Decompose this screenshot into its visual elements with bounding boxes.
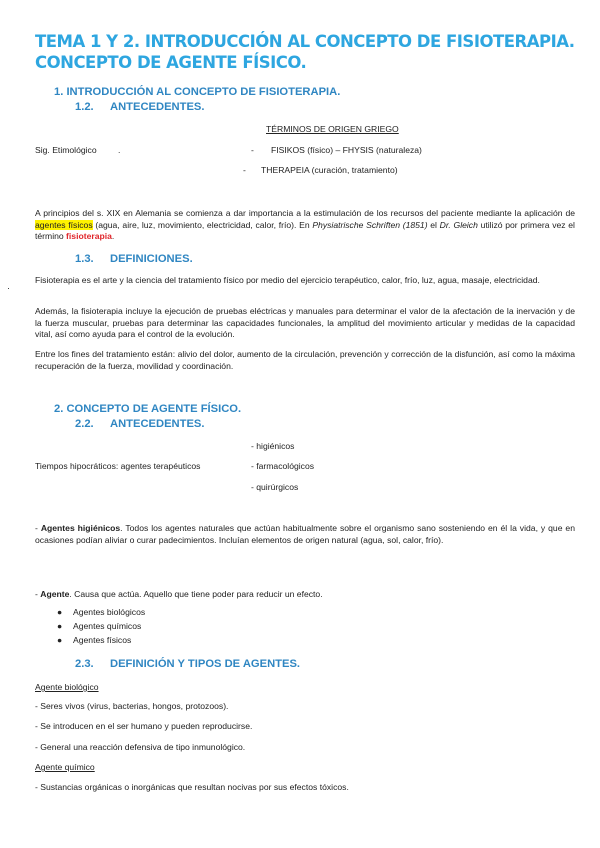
bullet-item-3: Agentes físicos [73, 635, 132, 645]
agente-biologico-heading: Agente biológico [35, 682, 99, 692]
origen-item-1-dash: - [251, 145, 254, 155]
bullet-item-2: Agentes químicos [73, 621, 142, 631]
quimico-item-1: - Sustancias orgánicas o inorgánicas que resultan nocivas por sus efectos tóxicos. [35, 782, 349, 792]
subsection-1-3-title: DEFINICIONES. [110, 253, 193, 265]
origen-item-1: FISIKOS (físico) – FHYSIS (naturaleza) [271, 145, 422, 155]
definition-paragraph-1: Fisioterapia es el arte y la ciencia del tratamiento físico por medio del ejercicio terapéutico, calor, frío, luz, agua, masaje, electricidad. [35, 275, 540, 285]
definition-paragraph-3: Entre los fines del tratamiento están: alivio del dolor, aumento de la circulación, prevención y corrección de la disfunción, así como la máxima recuperación de la fuerza, movilidad y coordinación. [35, 349, 575, 371]
margin-mark: · [7, 283, 10, 293]
bullet-dot-2: ● [57, 621, 63, 631]
page-title-line-1: TEMA 1 Y 2. INTRODUCCIÓN AL CONCEPTO DE FISIOTERAPIA. [35, 32, 575, 51]
history-paragraph: A principios del s. XIX en Alemania se comienza a dar importancia a la estimulación de los recursos del paciente mediante la aplicación de agentes físicos (agua, aire, luz, movimiento, electricidad, calor, frío). En Physiatrische Schriften (1851) el Dr. Gleich utilizó por primera vez el término fisioterapia. [35, 208, 575, 241]
tiempos-item-3: - quirúrgicos [251, 482, 299, 492]
tiempos-item-1: - higiénicos [251, 441, 295, 451]
subsection-2-3-number: 2.3. [75, 658, 94, 670]
tiempos-item-2: - farmacológicos [251, 461, 315, 471]
subsection-2-2-title: ANTECEDENTES. [110, 418, 205, 430]
bullet-dot-3: ● [57, 635, 63, 645]
page-title-line-2: CONCEPTO DE AGENTE FÍSICO. [35, 53, 307, 72]
highlight-agentes-fisicos: agentes físicos [35, 219, 93, 230]
subsection-1-3-number: 1.3. [75, 253, 94, 265]
definition-paragraph-2: Además, la fisioterapia incluye la ejecución de pruebas eléctricas y manuales para determinar el valor de la afectación de la inervación y de la fuerza muscular, pruebas para determinar las capacidades funcionales, la amplitud del movimiento articular y medidas de la capacidad vital, así como ayuda para el control de la evolución. [35, 306, 575, 339]
sig-etimologico-dot: . [118, 145, 121, 155]
section-1-heading: 1. INTRODUCCIÓN AL CONCEPTO DE FISIOTERAPIA. [54, 86, 341, 98]
agente-paragraph: - Agente. Causa que actúa. Aquello que tiene poder para reducir un efecto. [35, 589, 323, 599]
subsection-2-3-title: DEFINICIÓN Y TIPOS DE AGENTES. [110, 658, 301, 670]
biologico-item-3: - General una reacción defensiva de tipo inmunológico. [35, 742, 246, 752]
origen-item-2: THERAPEIA (curación, tratamiento) [261, 165, 398, 175]
origen-griego-header: TÉRMINOS DE ORIGEN GRIEGO [266, 124, 399, 134]
tiempos-label: Tiempos hipocráticos: agentes terapéuticos [35, 461, 201, 471]
biologico-item-1: - Seres vivos (virus, bacterias, hongos, protozoos). [35, 701, 229, 711]
sig-etimologico-label: Sig. Etimológico [35, 145, 97, 155]
agentes-higienicos-paragraph: - Agentes higiénicos. Todos los agentes naturales que actúan habitualmente sobre el organismo sano sosteniendo en él la vida, y que en ocasiones podían aliviar o curar padecimientos. Incluían elementos de origen natural (agua, sol, calor, frío). [35, 523, 575, 545]
subsection-1-2-title: ANTECEDENTES. [110, 101, 205, 113]
term-fisioterapia: fisioterapia [66, 231, 112, 241]
section-2-heading: 2. CONCEPTO DE AGENTE FÍSICO. [54, 403, 242, 415]
agente-quimico-heading: Agente químico [35, 762, 95, 772]
subsection-2-2-number: 2.2. [75, 418, 94, 430]
bullet-dot-1: ● [57, 607, 63, 617]
biologico-item-2: - Se introducen en el ser humano y pueden reproducirse. [35, 721, 253, 731]
subsection-1-2-number: 1.2. [75, 101, 94, 113]
bullet-item-1: Agentes biológicos [73, 607, 146, 617]
origen-item-2-dash: - [243, 165, 246, 175]
